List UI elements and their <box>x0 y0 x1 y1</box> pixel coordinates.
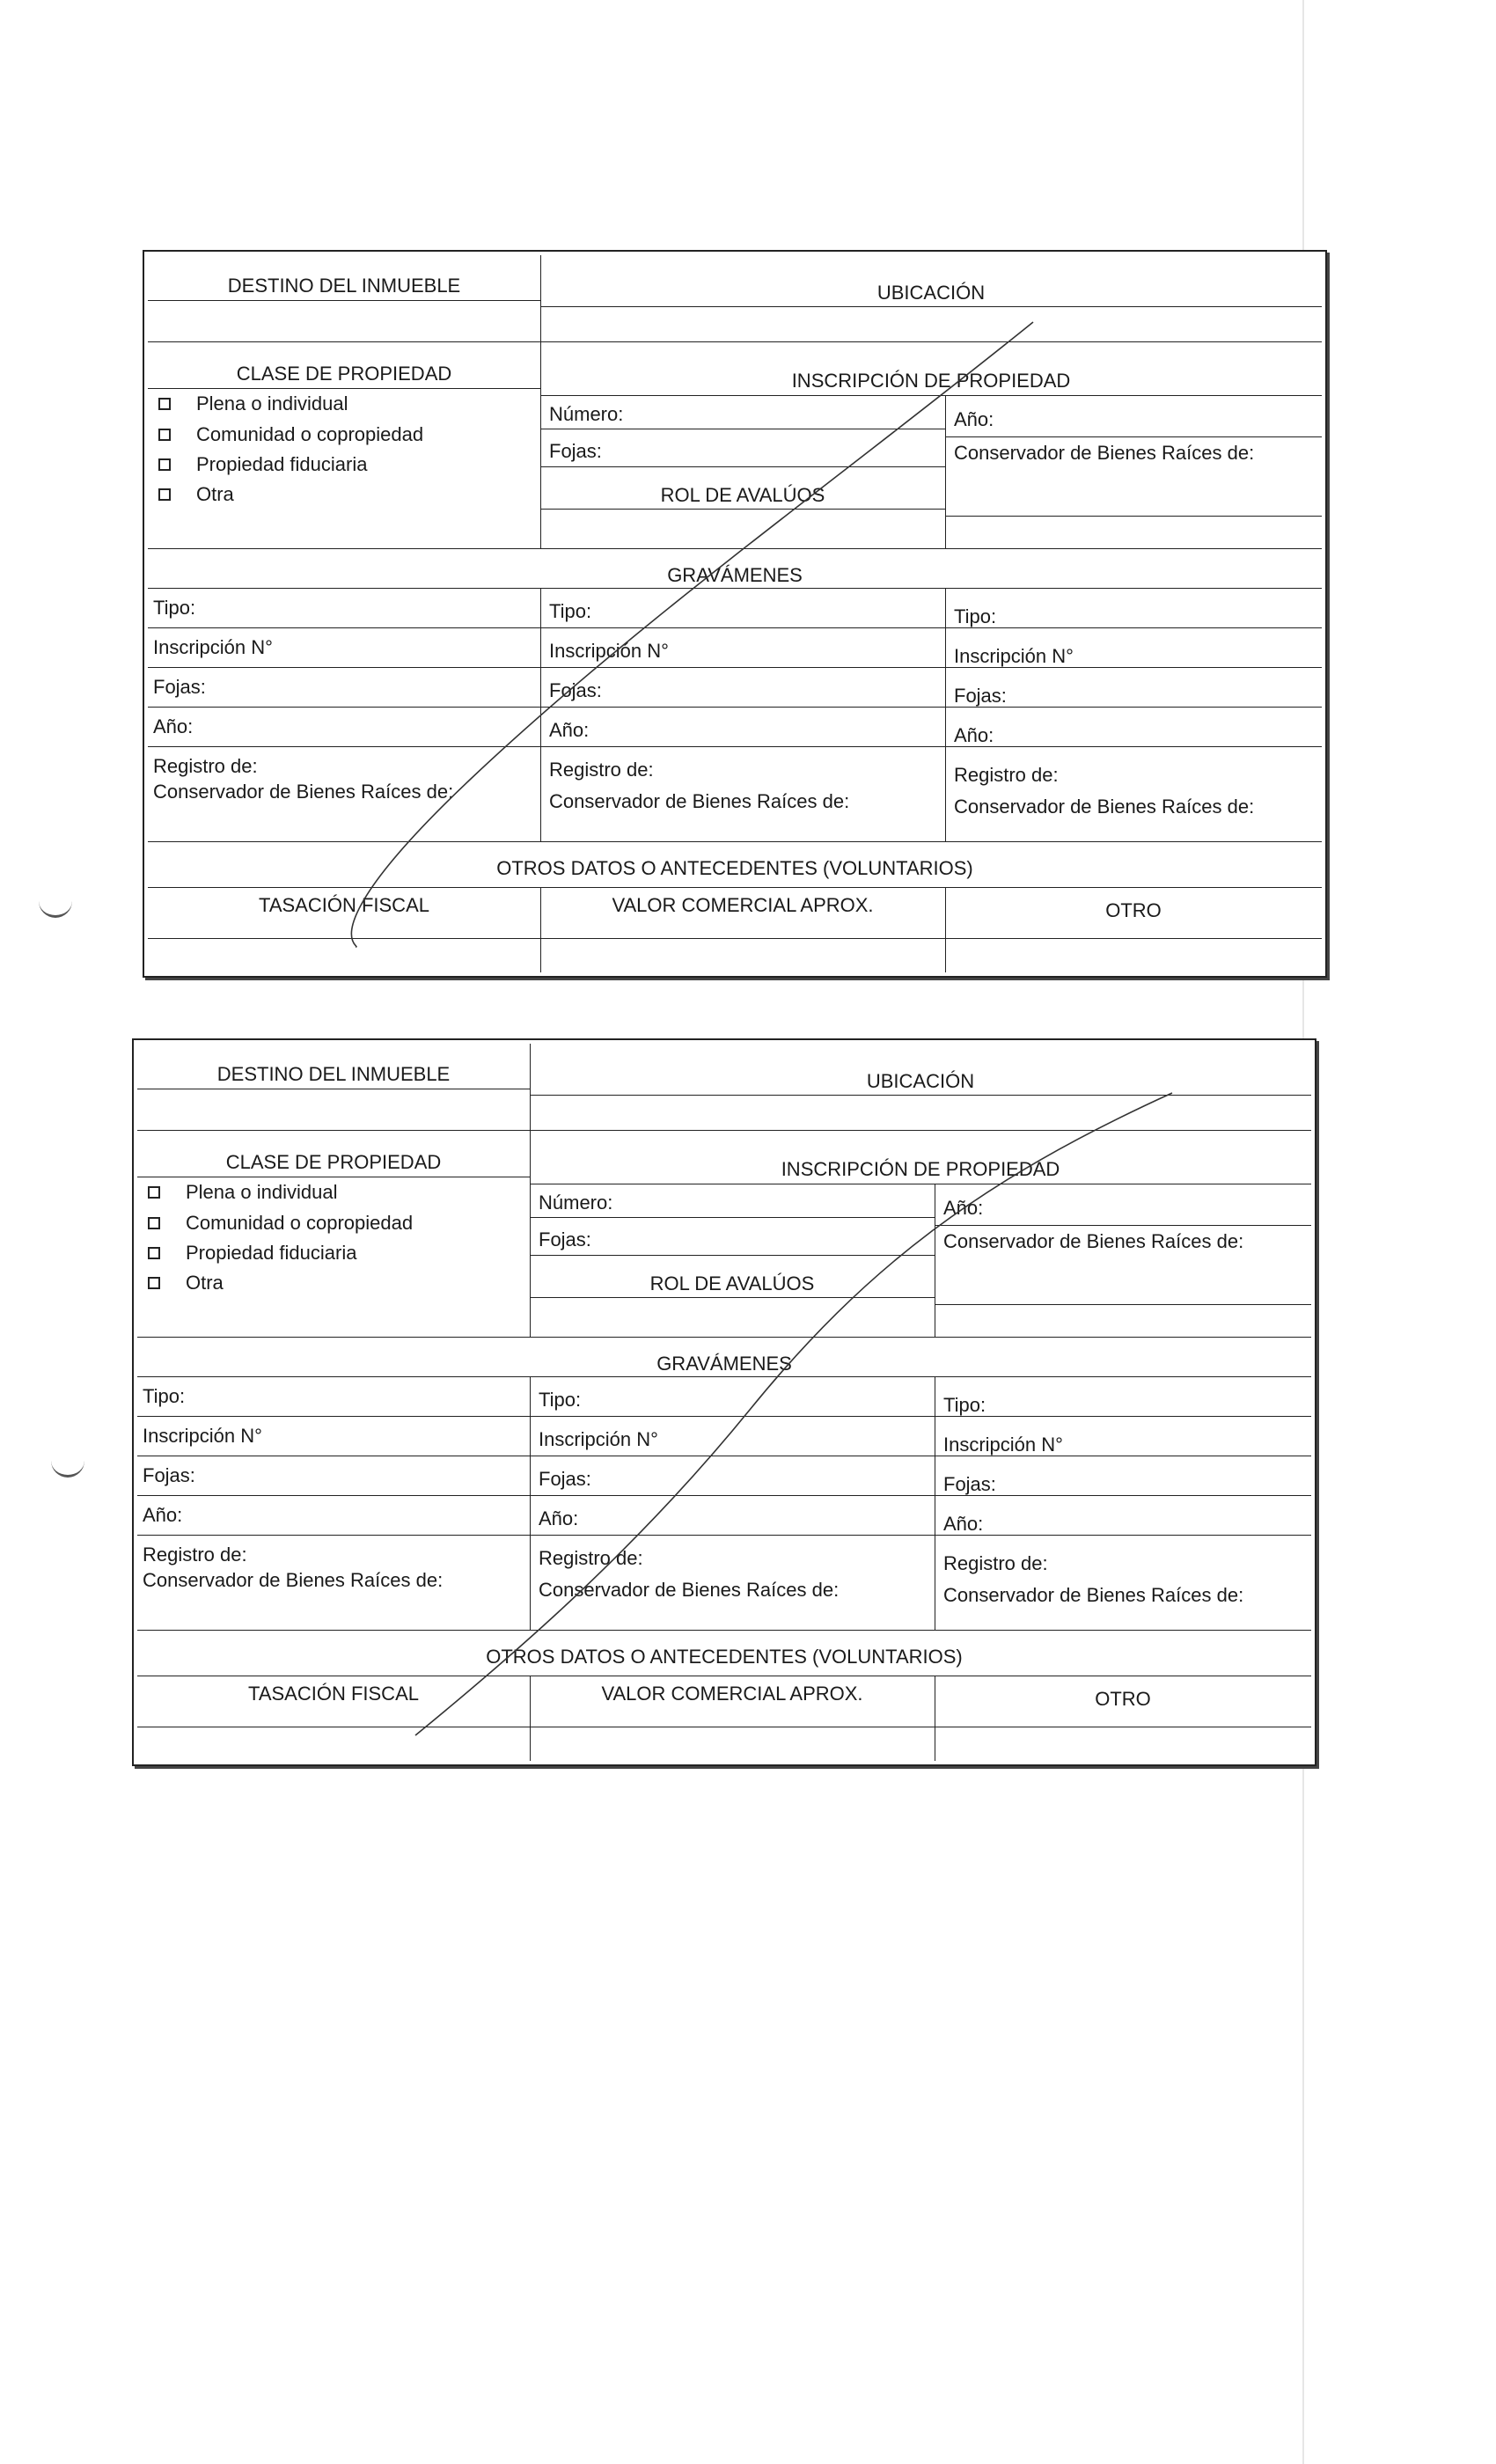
rule <box>530 1376 531 1630</box>
gravamenes-heading: GRAVÁMENES <box>656 1353 792 1375</box>
rule <box>540 887 541 972</box>
valor-heading: VALOR COMERCIAL APROX. <box>601 1683 863 1705</box>
ubicacion-heading: UBICACIÓN <box>866 1070 975 1092</box>
registro-label: Registro de: <box>943 1552 1048 1574</box>
inscripcion-no-label: Inscripción N° <box>153 636 273 658</box>
rule <box>148 548 1322 549</box>
tasacion-heading: TASACIÓN FISCAL <box>248 1683 419 1705</box>
fojas-label: Fojas: <box>954 685 1007 707</box>
registro-label: Registro de: <box>549 759 654 781</box>
rule <box>530 1044 531 1337</box>
checkbox-comunidad[interactable] <box>148 1217 160 1229</box>
numero-label: Número: <box>539 1192 613 1214</box>
rol-heading: ROL DE AVALÚOS <box>649 1272 815 1294</box>
option-fiduciaria: Propiedad fiduciaria <box>186 1242 357 1264</box>
rule <box>945 395 946 548</box>
rule <box>148 341 1322 342</box>
rule <box>945 516 1322 517</box>
anio-label: Año: <box>943 1197 984 1219</box>
rule <box>137 1495 1311 1496</box>
property-form-2 <box>132 1038 1316 1766</box>
rule <box>530 1297 935 1298</box>
registro-label: Registro de: <box>143 1544 247 1566</box>
rule <box>945 436 1322 437</box>
option-plena: Plena o individual <box>186 1181 338 1203</box>
destino-heading: DESTINO DEL INMUEBLE <box>227 275 461 297</box>
conservador-label: Conservador de Bienes Raíces de: <box>943 1230 1244 1252</box>
anio-label: Año: <box>954 408 994 430</box>
rule <box>137 1337 1311 1338</box>
rule <box>945 588 946 841</box>
clase-heading: CLASE DE PROPIEDAD <box>225 1151 442 1173</box>
rule <box>137 1376 1311 1377</box>
rule <box>935 1304 1311 1305</box>
tipo-label: Tipo: <box>549 600 592 622</box>
checkbox-fiduciaria[interactable] <box>158 458 171 471</box>
anio-label: Año: <box>954 724 994 746</box>
inscripcion-no-label: Inscripción N° <box>954 645 1074 667</box>
fojas-label: Fojas: <box>943 1473 996 1495</box>
rule <box>540 255 541 548</box>
rule <box>137 1630 1311 1631</box>
rule <box>137 1130 1311 1131</box>
rule <box>148 667 1322 668</box>
fojas-label: Fojas: <box>539 1228 591 1250</box>
ubicacion-heading: UBICACIÓN <box>876 282 986 304</box>
anio-label: Año: <box>943 1513 984 1535</box>
inscripcion-no-label: Inscripción N° <box>549 640 669 662</box>
registro-label: Registro de: <box>539 1547 643 1569</box>
numero-label: Número: <box>549 403 624 425</box>
rol-heading: ROL DE AVALÚOS <box>660 484 825 506</box>
rule <box>148 887 1322 888</box>
rule <box>137 1416 1311 1417</box>
rule <box>540 466 945 467</box>
rule <box>148 300 540 301</box>
anio-label: Año: <box>539 1507 579 1529</box>
checkbox-otra[interactable] <box>148 1277 160 1289</box>
conservador-label: Conservador de Bienes Raíces de: <box>153 781 454 803</box>
rule <box>530 1217 935 1218</box>
rule <box>148 938 1322 939</box>
tipo-label: Tipo: <box>153 597 196 619</box>
fojas-label: Fojas: <box>143 1464 195 1486</box>
rule <box>935 1225 1311 1226</box>
inscripcion-heading: INSCRIPCIÓN DE PROPIEDAD <box>791 370 1071 392</box>
punch-hole-mark <box>51 1448 84 1478</box>
option-comunidad: Comunidad o copropiedad <box>196 423 424 445</box>
checkbox-plena[interactable] <box>148 1186 160 1199</box>
registro-label: Registro de: <box>153 755 258 777</box>
rule <box>148 388 540 389</box>
rule <box>148 841 1322 842</box>
destino-heading: DESTINO DEL INMUEBLE <box>216 1063 451 1085</box>
conservador-label: Conservador de Bienes Raíces de: <box>539 1579 840 1601</box>
conservador-label: Conservador de Bienes Raíces de: <box>549 790 850 812</box>
tipo-label: Tipo: <box>539 1389 582 1411</box>
tipo-label: Tipo: <box>954 605 997 627</box>
otros-datos-heading: OTROS DATOS O ANTECEDENTES (VOLUNTARIOS) <box>486 1646 963 1668</box>
punch-hole-mark <box>39 889 72 918</box>
tipo-label: Tipo: <box>143 1385 186 1407</box>
inscripcion-no-label: Inscripción N° <box>943 1434 1063 1456</box>
rule <box>540 306 1322 307</box>
checkbox-fiduciaria[interactable] <box>148 1247 160 1259</box>
rule <box>148 588 1322 589</box>
fojas-label: Fojas: <box>153 676 206 698</box>
anio-label: Año: <box>143 1504 183 1526</box>
valor-heading: VALOR COMERCIAL APROX. <box>612 894 874 916</box>
property-form-1 <box>143 250 1327 978</box>
rule <box>540 509 945 510</box>
rule <box>148 627 1322 628</box>
rule <box>148 707 1322 708</box>
tipo-label: Tipo: <box>943 1394 986 1416</box>
checkbox-comunidad[interactable] <box>158 429 171 441</box>
conservador-label: Conservador de Bienes Raíces de: <box>954 442 1255 464</box>
rule <box>148 746 1322 747</box>
option-fiduciaria: Propiedad fiduciaria <box>196 453 368 475</box>
otro-heading: OTRO <box>1105 899 1162 921</box>
checkbox-otra[interactable] <box>158 488 171 501</box>
rule <box>530 1255 935 1256</box>
conservador-label: Conservador de Bienes Raíces de: <box>954 796 1255 818</box>
fojas-label: Fojas: <box>539 1468 591 1490</box>
rule <box>137 1535 1311 1536</box>
conservador-label: Conservador de Bienes Raíces de: <box>143 1569 444 1591</box>
registro-label: Registro de: <box>954 764 1059 786</box>
checkbox-plena[interactable] <box>158 398 171 410</box>
gravamenes-heading: GRAVÁMENES <box>667 564 803 586</box>
rule <box>540 588 541 841</box>
option-otra: Otra <box>186 1272 224 1294</box>
inscripcion-no-label: Inscripción N° <box>143 1425 262 1447</box>
fojas-label: Fojas: <box>549 679 602 701</box>
conservador-label: Conservador de Bienes Raíces de: <box>943 1584 1244 1606</box>
clase-heading: CLASE DE PROPIEDAD <box>236 363 452 385</box>
rule <box>945 887 946 972</box>
option-comunidad: Comunidad o copropiedad <box>186 1212 414 1234</box>
otros-datos-heading: OTROS DATOS O ANTECEDENTES (VOLUNTARIOS) <box>496 857 973 879</box>
fojas-label: Fojas: <box>549 440 602 462</box>
tasacion-heading: TASACIÓN FISCAL <box>259 894 429 916</box>
anio-label: Año: <box>153 715 194 737</box>
option-otra: Otra <box>196 483 234 505</box>
inscripcion-no-label: Inscripción N° <box>539 1428 658 1450</box>
rule <box>530 1676 531 1761</box>
otro-heading: OTRO <box>1095 1688 1151 1710</box>
option-plena: Plena o individual <box>196 392 348 414</box>
anio-label: Año: <box>549 719 590 741</box>
rule <box>530 1095 1311 1096</box>
rule <box>540 395 1322 396</box>
inscripcion-heading: INSCRIPCIÓN DE PROPIEDAD <box>781 1158 1060 1180</box>
